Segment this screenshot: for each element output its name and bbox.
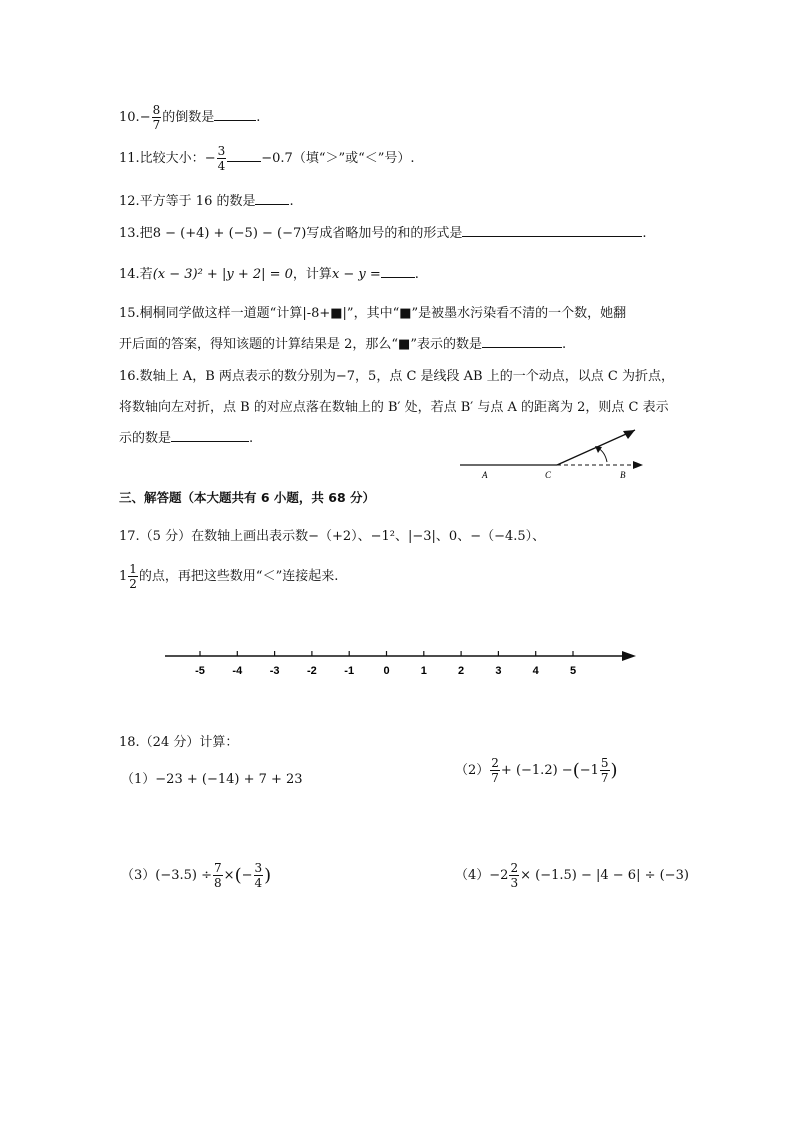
question-16-line3 (119, 427, 253, 446)
fold-label-a: A (482, 470, 488, 480)
q17-frac-den: 2 (129, 577, 137, 591)
number-line-tick-label: -2 (307, 665, 317, 677)
q16-answer-blank[interactable] (171, 429, 249, 442)
q11-sign: − (204, 151, 216, 166)
q18-p3-label: （3） (121, 868, 156, 883)
q14-tail: . (414, 267, 419, 282)
q18-p4-whole: −2 (489, 868, 509, 883)
q10-frac-num: 8 (152, 103, 161, 117)
q18-part-3: （3）(−3.5) ÷ $\frac{7}{8}$ ×(− $\frac{3}{4}$ ) (121, 861, 272, 890)
q15-text: 开后面的答案，得知该题的计算结果是 2，那么“■”表示的数是 (119, 337, 482, 352)
q18-part-2: （2） $\frac{2}{7}$ + (−1.2) −(−1 $\frac{5}{7}$ ) (455, 756, 618, 785)
q17-fraction (128, 563, 138, 590)
q18-p3-lparen: ( (234, 865, 242, 886)
number-line-tick-label: 1 (420, 665, 427, 677)
number-line-tick-label: -1 (344, 665, 355, 677)
number-line-tick-label: 2 (458, 665, 465, 677)
q18-p2-frac-den: 7 (491, 771, 499, 785)
q18-p3-f2-den: 4 (254, 876, 263, 890)
q10-text: 的倒数是 (162, 110, 215, 125)
q18-p3-f1-num: 7 (214, 861, 222, 875)
q18-p3-times: × (223, 868, 235, 883)
q18-p2-rparen: ) (610, 760, 618, 781)
q18-p2-middle: + (−1.2) − (500, 763, 573, 778)
number-line[interactable] (160, 646, 640, 682)
number-line-tick-label: 0 (383, 665, 390, 677)
q13-tail: . (642, 226, 647, 241)
q18-part-1 (121, 768, 303, 787)
fold-figure (455, 420, 655, 482)
question-16-line2: 将数轴向左对折，点 B 的对应点落在数轴上的 B′ 处，若点 B′ 与点 A 的距离为 2，则点 C 表示 (119, 400, 669, 415)
q17-frac-num: 1 (129, 562, 137, 576)
q11-hint: （填“＞”或“＜”号）. (292, 151, 415, 166)
section-3-title: 三、解答题（本大题共有 6 小题，共 68 分） (119, 490, 376, 505)
q18-p4-fraction (509, 862, 519, 889)
q18-p3-fraction-1 (213, 862, 223, 889)
question-16-line1: 16.数轴上 A，B 两点表示的数分别为−7，5，点 C 是线段 AB 上的一个动点，以点 C 为折点， (119, 369, 674, 384)
q14-number: 14.若 (119, 267, 153, 282)
q11-compare-value: −0.7 (261, 151, 293, 166)
q18-p3-rparen: ) (264, 865, 272, 886)
question-17-line2 (119, 563, 338, 590)
q18-p4-label: （4） (455, 868, 490, 883)
q18-p3-f1-den: 8 (214, 876, 222, 890)
number-line-tick-label: 5 (569, 665, 577, 677)
q14-text: ，计算 (292, 267, 332, 282)
q12-answer-blank[interactable] (255, 192, 289, 205)
number-line-arrowhead (622, 651, 636, 661)
q10-fraction (152, 104, 162, 131)
q11-fraction (217, 145, 227, 172)
q14-expression-2: x − y = (331, 267, 381, 282)
number-line-tick-label: -3 (269, 665, 280, 677)
q18-p2-frac-num: 2 (491, 756, 499, 770)
q18-p2-fraction (490, 757, 500, 784)
question-10 (119, 104, 260, 131)
q18-p2-mixed-num: 5 (600, 756, 609, 770)
question-18-title: 18.（24 分）计算： (119, 735, 239, 750)
q17-mixed-whole: 1 (119, 569, 128, 584)
question-14 (119, 263, 419, 282)
q15-answer-blank[interactable] (482, 335, 562, 348)
number-line-tick-label: 4 (532, 665, 539, 677)
q11-frac-den: 4 (217, 159, 226, 173)
q11-frac-num: 3 (217, 144, 226, 158)
q18-p2-mixed-fraction (600, 757, 610, 784)
q10-tail: . (256, 110, 261, 125)
number-line-tick-label: -4 (232, 665, 243, 677)
q11-answer-blank[interactable] (227, 149, 261, 162)
q18-p2-lparen: ( (572, 760, 580, 781)
q15-tail: . (561, 337, 567, 352)
q18-p3-fraction-2 (254, 862, 264, 889)
question-15-line1: 15.桐桐同学做这样一道题“计算|-8+■|”，其中“■”是被墨水污染看不清的一个数，她翻 (119, 306, 627, 321)
q11-number: 11.比较大小： (119, 151, 205, 166)
fold-dashed-arrowhead (633, 461, 643, 469)
q18-p3-first: (−3.5) ÷ (155, 868, 213, 883)
number-line-tick-label: -5 (195, 665, 205, 677)
q18-p1-expression: −23 + (−14) + 7 + 23 (155, 772, 303, 787)
q18-p4-frac-num: 2 (510, 861, 519, 875)
q18-p2-label: （2） (455, 763, 490, 778)
fold-label-b: B (620, 470, 626, 480)
q10-frac-den: 7 (152, 118, 161, 132)
question-17-line1: 17.（5 分）在数轴上画出表示数−（+2）、−1²、|−3|、0、−（−4.5）、 (119, 529, 546, 544)
q17-text: 的点，再把这些数用“＜”连接起来. (138, 569, 339, 584)
q12-text: 12.平方等于 16 的数是 (119, 194, 256, 209)
q12-tail: . (289, 194, 294, 209)
q18-p2-mixed-den: 7 (600, 771, 609, 785)
q18-p1-label: （1） (121, 772, 156, 787)
q18-part-4 (455, 862, 689, 889)
q10-number: 10. (119, 110, 140, 125)
q14-answer-blank[interactable] (381, 265, 415, 278)
fold-label-c: C (545, 470, 552, 480)
number-line-tick-label: 3 (495, 665, 502, 677)
question-13 (119, 222, 647, 241)
q13-answer-blank[interactable] (462, 224, 642, 237)
q18-p3-f2-num: 3 (254, 861, 263, 875)
q16-text: 示的数是 (119, 431, 172, 446)
q10-sign: − (139, 110, 151, 125)
q13-number: 13.把 (119, 226, 153, 241)
question-12 (119, 190, 294, 209)
q14-expression: (x − 3)² + |y + 2| = 0 (152, 267, 293, 282)
q13-expression: 8 − (+4) + (−5) − (−7) (152, 226, 307, 241)
q18-p4-frac-den: 3 (510, 876, 519, 890)
q10-answer-blank[interactable] (214, 108, 256, 121)
q13-text: 写成省略加号的和的形式是 (306, 226, 463, 241)
question-15-line2 (119, 333, 566, 352)
q18-p4-rest: × (−1.5) − |4 − 6| ÷ (−3) (520, 868, 689, 883)
q16-tail: . (249, 431, 254, 446)
question-11 (119, 145, 415, 172)
q18-p2-mixed-whole: 1 (590, 763, 599, 778)
